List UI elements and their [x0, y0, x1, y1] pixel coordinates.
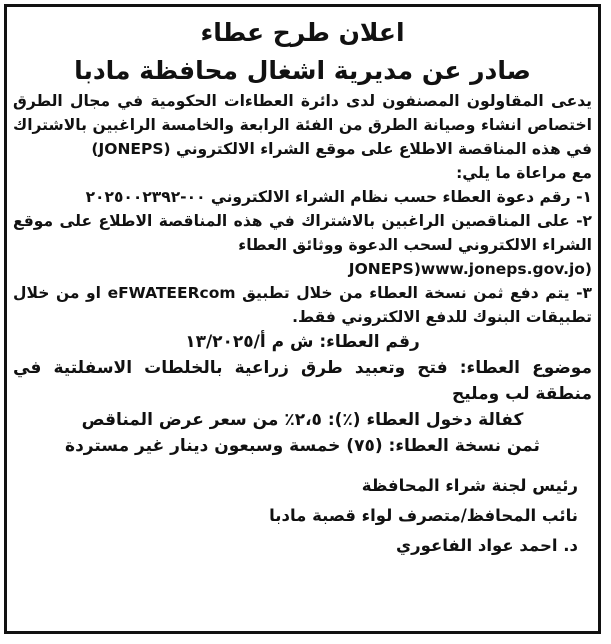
bid-bond: كفالة دخول العطاء (٪): ٢،٥٪ من سعر عرض المناقص [81, 410, 524, 430]
note-payment: ٣- يتم دفع ثمن نسخة العطاء من خلال تطبيق eFWATEERcom او من خلال تطبيقات البنوك للدفع الالكتروني فقط. [13, 284, 592, 326]
note-review-site: ٢- على المناقصين الراغبين بالاشتراك في هذه المناقصة الاطلاع على موقع الشراء الالكتروني لسحب الدعوة ووثائق العطاء [13, 212, 592, 254]
signature-line-1: رئيس لجنة شراء المحافظة [361, 476, 578, 495]
intro-paragraph: يدعى المقاولون المصنفون لدى دائرة العطاءات الحكومية في مجال الطرق اختصاص انشاء وصيانة الطرق من الفئة الرابعة والخامسة الراغبين بالاشتراك في هذه المناقصة الاطلاع على موقع الشراء الالكتروني (JONEPS) [13, 92, 592, 158]
announcement-title: اعلان طرح عطاء [200, 18, 405, 47]
tender-number: رقم العطاء: ش م أ/١٣/٢٠٢٥ [185, 332, 420, 352]
announcement-subtitle: صادر عن مديرية اشغال محافظة مادبا [74, 56, 531, 85]
signature-name: د. احمد عواد الفاعوري [395, 536, 578, 555]
signature-line-2: نائب المحافظ/متصرف لواء قصبة مادبا [269, 506, 578, 525]
joneps-url: JONEPS)www.joneps.gov.jo) [348, 260, 592, 278]
note-site-address [13, 257, 592, 281]
signature-block [13, 471, 592, 561]
copy-price: ثمن نسخة العطاء: (٧٥) خمسة وسبعون دينار غير مستردة [65, 436, 540, 456]
announcement-frame [4, 4, 601, 634]
tender-subject: موضوع العطاء: فتح وتعبيد طرق زراعية بالخلطات الاسفلتية في منطقة لب ومليح [13, 358, 592, 404]
announcement-body [13, 13, 592, 625]
notes-heading: مع مراعاة ما يلي: [456, 164, 592, 182]
note-tender-invitation-number: ١- رقم دعوة العطاء حسب نظام الشراء الالكتروني ٠٠-٢٠٢٥٠٠٢٣٩٢ [85, 188, 592, 206]
